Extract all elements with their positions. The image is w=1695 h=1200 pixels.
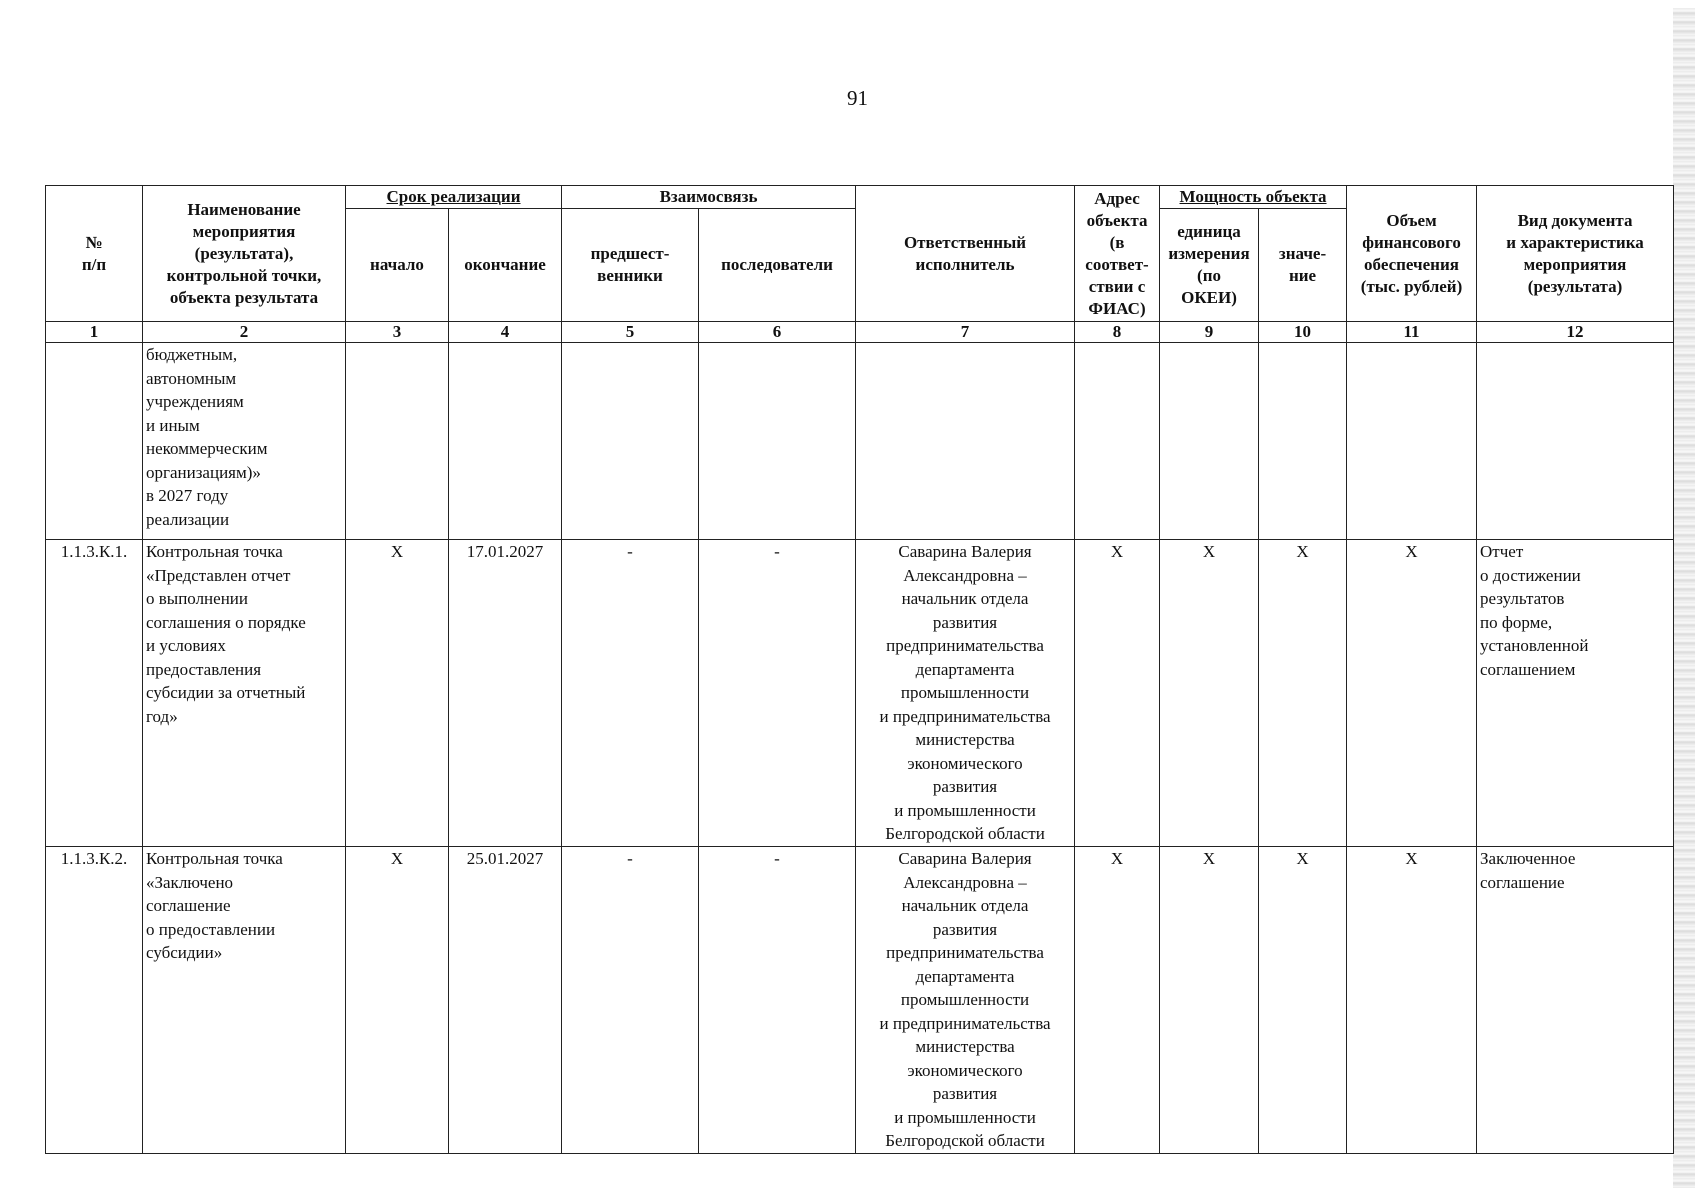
- column-number: 6: [699, 322, 856, 343]
- header-num: № п/п: [46, 186, 143, 322]
- header-address: Адрес объекта (в соответ- ствии с ФИАС): [1075, 186, 1160, 322]
- column-number-row: [46, 322, 1674, 343]
- header-row-top: [46, 186, 1674, 209]
- row-end: 17.01.2027: [449, 540, 562, 847]
- row-successors: -: [699, 540, 856, 847]
- header-successors: последователи: [699, 209, 856, 322]
- row-address: X: [1075, 540, 1160, 847]
- row-name: Контрольная точка «Представлен отчет о выполнении соглашения о порядке и условиях предоставления субсидии за отчетный год»: [143, 540, 346, 847]
- table-row: [46, 540, 1674, 847]
- header-doc-type: Вид документа и характеристика мероприятия (результата): [1477, 186, 1674, 322]
- column-number: 4: [449, 322, 562, 343]
- row-predecessors: [562, 343, 699, 540]
- row-value: [1259, 343, 1347, 540]
- page-number: 91: [847, 86, 868, 110]
- column-number: 5: [562, 322, 699, 343]
- row-num: [46, 343, 143, 540]
- header-end: окончание: [449, 209, 562, 322]
- column-number: 2: [143, 322, 346, 343]
- row-unit: X: [1160, 540, 1259, 847]
- row-start: [346, 343, 449, 540]
- row-funding: [1347, 343, 1477, 540]
- row-responsible: Саварина Валерия Александровна – начальник отдела развития предпринимательства департамента промышленности и предпринимательства министерства экономического развития и промышленности Белгородской области: [856, 847, 1075, 1154]
- column-number: 10: [1259, 322, 1347, 343]
- row-name: бюджетным, автономным учреждениям и иным некоммерческим организациям)» в 2027 году реализации: [143, 343, 346, 540]
- row-unit: [1160, 343, 1259, 540]
- header-funding: Объем финансового обеспечения (тыс. рублей): [1347, 186, 1477, 322]
- row-doc-type: Отчет о достижении результатов по форме, установленной соглашением: [1477, 540, 1674, 847]
- header-term-group: Срок реализации: [346, 186, 562, 209]
- row-funding: X: [1347, 540, 1477, 847]
- header-capacity-group: Мощность объекта: [1160, 186, 1347, 209]
- table-row: [46, 847, 1674, 1154]
- row-num: 1.1.3.К.2.: [46, 847, 143, 1154]
- row-end: [449, 343, 562, 540]
- row-successors: -: [699, 847, 856, 1154]
- header-value: значе- ние: [1259, 209, 1347, 322]
- row-address: X: [1075, 847, 1160, 1154]
- row-value: X: [1259, 847, 1347, 1154]
- row-responsible: [856, 343, 1075, 540]
- row-funding: X: [1347, 847, 1477, 1154]
- column-number: 12: [1477, 322, 1674, 343]
- row-unit: X: [1160, 847, 1259, 1154]
- header-predecessors: предшест- венники: [562, 209, 699, 322]
- row-end: 25.01.2027: [449, 847, 562, 1154]
- row-start: X: [346, 540, 449, 847]
- row-value: X: [1259, 540, 1347, 847]
- row-name: Контрольная точка «Заключено соглашение о предоставлении субсидии»: [143, 847, 346, 1154]
- plan-table: [45, 185, 1674, 1154]
- table-row: [46, 343, 1674, 540]
- row-address: [1075, 343, 1160, 540]
- scan-edge-artifact: [1673, 8, 1695, 1188]
- row-num: 1.1.3.К.1.: [46, 540, 143, 847]
- row-start: X: [346, 847, 449, 1154]
- column-number: 1: [46, 322, 143, 343]
- row-doc-type: Заключенное соглашение: [1477, 847, 1674, 1154]
- row-successors: [699, 343, 856, 540]
- column-number: 9: [1160, 322, 1259, 343]
- column-number: 7: [856, 322, 1075, 343]
- column-number: 8: [1075, 322, 1160, 343]
- row-responsible: Саварина Валерия Александровна – начальник отдела развития предпринимательства департамента промышленности и предпринимательства министерства экономического развития и промышленности Белгородской области: [856, 540, 1075, 847]
- row-predecessors: -: [562, 540, 699, 847]
- header-unit: единица измерения (по ОКЕИ): [1160, 209, 1259, 322]
- row-predecessors: -: [562, 847, 699, 1154]
- column-number: 3: [346, 322, 449, 343]
- header-start: начало: [346, 209, 449, 322]
- row-doc-type: [1477, 343, 1674, 540]
- header-link-group: Взаимосвязь: [562, 186, 856, 209]
- header-name: Наименование мероприятия (результата), контрольной точки, объекта результата: [143, 186, 346, 322]
- header-responsible: Ответственный исполнитель: [856, 186, 1075, 322]
- column-number: 11: [1347, 322, 1477, 343]
